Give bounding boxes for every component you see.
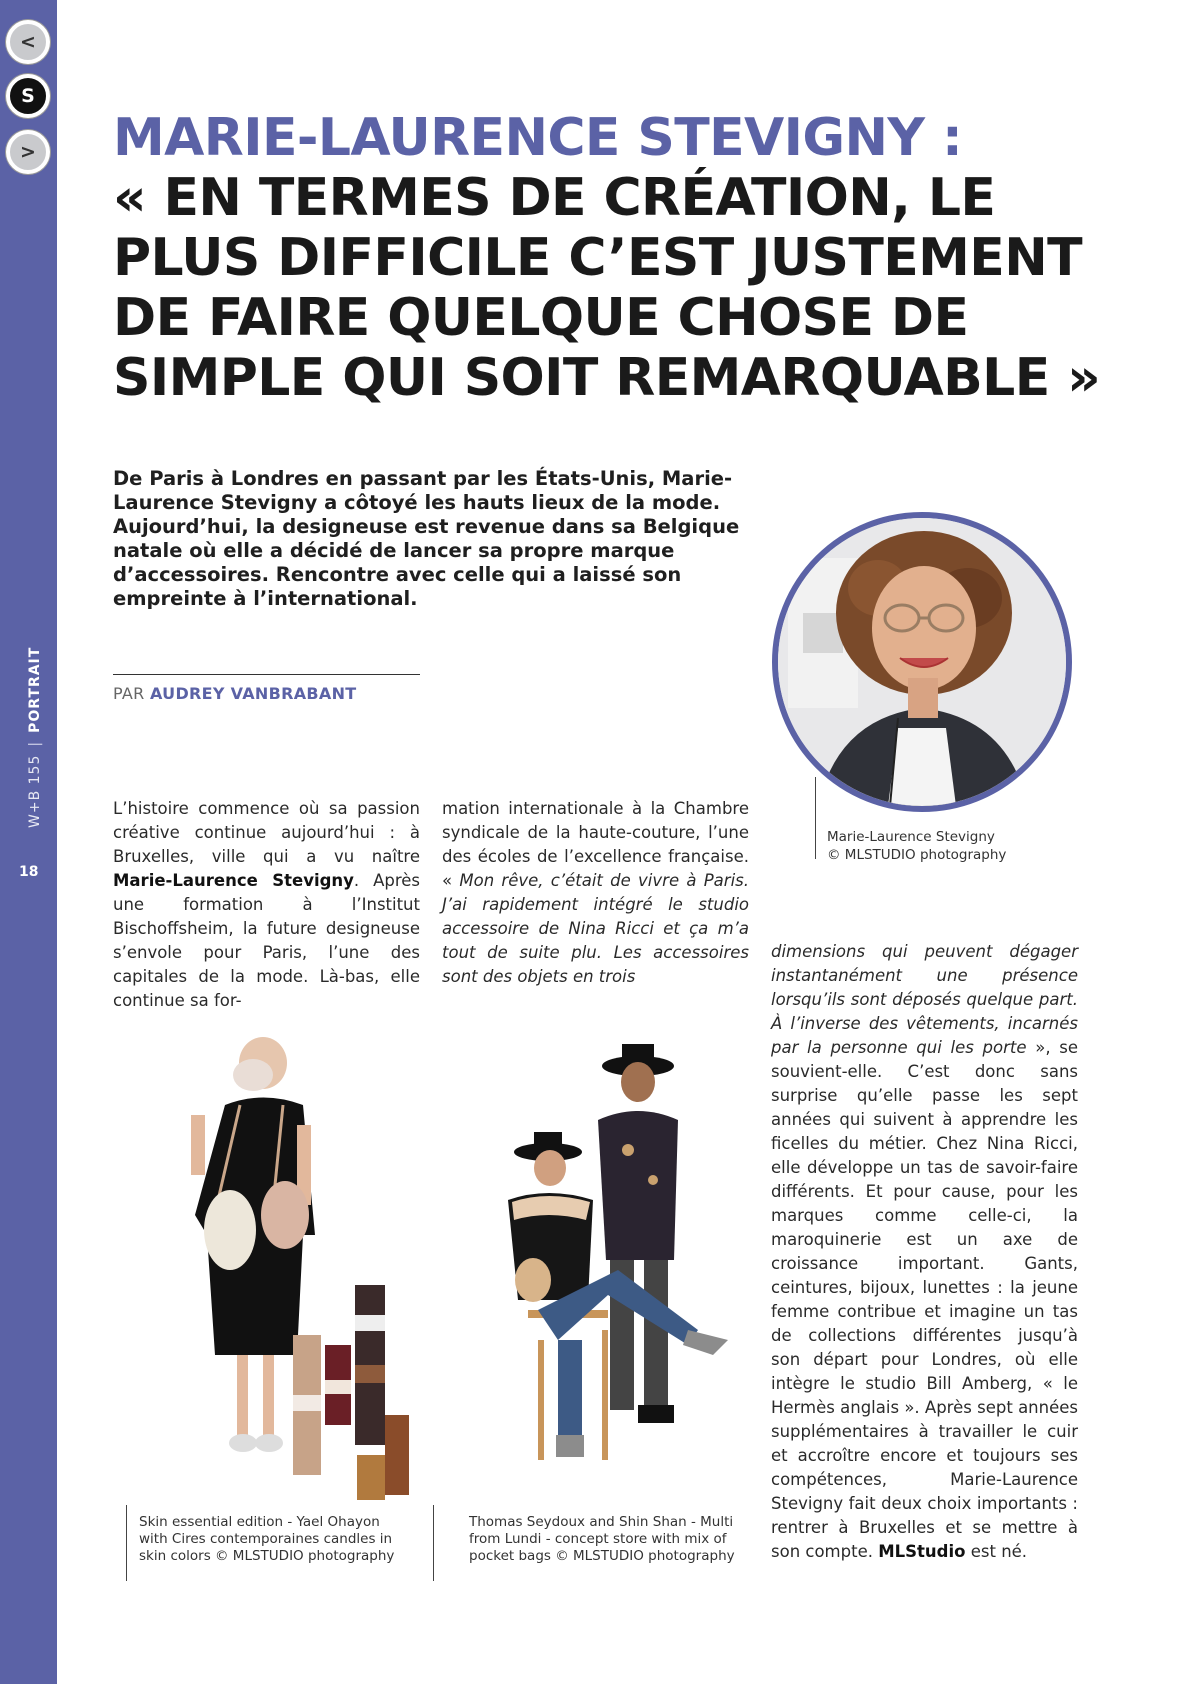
sidebar-label: W+B 155|PORTRAIT — [27, 646, 43, 828]
caption-rule — [433, 1505, 434, 1581]
brand-name: MLStudio — [878, 1542, 966, 1561]
byline-prefix: PAR — [113, 684, 145, 703]
body-text: est né. — [965, 1542, 1028, 1561]
section-label: PORTRAIT — [27, 646, 43, 733]
author-name: AUDREY VANBRABANT — [149, 684, 357, 703]
next-page-button[interactable] — [6, 130, 50, 174]
byline — [113, 684, 357, 703]
summary-button[interactable] — [6, 74, 50, 118]
body-text: L’histoire commence où sa passion créative continue aujourd’hui : à Bruxelles, ville qui a vu naître — [113, 799, 420, 866]
sidebar — [0, 0, 57, 1684]
caption-rule — [815, 777, 816, 859]
magazine-issue: W+B 155 — [27, 754, 43, 828]
photo-woman-with-candles — [185, 1035, 415, 1500]
portrait-caption-name: Marie-Laurence Stevigny — [827, 829, 995, 845]
headline-name: MARIE-LAURENCE STEVIGNY : — [113, 108, 963, 168]
body-quote: Mon rêve, c’était de vivre à Paris. J’ai rapidement intégré le studio accessoire de Nina Ricci et ça m’a tout de suite plu. Les accessoires sont des objets en trois — [442, 871, 750, 986]
body-text: . Après une formation à l’Institut Bischoffsheim, la future designeuse s’envole pour Paris, l’une des capitales de la mode. Là-bas, elle continue sa for- — [113, 871, 420, 1010]
portrait-illustration — [778, 518, 1066, 806]
headline-quote: « EN TERMES DE CRÉATION, LE PLUS DIFFICILE C’EST JUSTEMENT DE FAIRE QUELQUE CHOSE DE SIMPLE QUI SOIT REMARQUABLE » — [113, 168, 1101, 408]
body-name: Marie-Laurence Stevigny — [113, 871, 354, 890]
photo-caption-1: Skin essential edition - Yael Ohayon with Cires contemporaines candles in skin colors © MLSTUDIO photography — [139, 1514, 395, 1564]
summary-icon: S — [21, 85, 35, 107]
previous-page-button[interactable] — [6, 20, 50, 64]
portrait-photo — [772, 512, 1072, 812]
chevron-left-icon: < — [20, 31, 36, 53]
page-title — [113, 108, 1113, 408]
portrait-caption-credit: © MLSTUDIO photography — [827, 847, 1007, 863]
body-column-1 — [113, 797, 420, 1013]
page-number: 18 — [19, 864, 39, 880]
portrait-caption — [827, 828, 1006, 864]
body-text: », se souvient-elle. C’est donc sans surprise qu’elle passe les sept années qui suivent à apprendre les ficelles du métier. Chez Nina Ricci, elle développe un tas de savoir-faire différents. Et pour cause, pour les marques comme celle-ci, la maroquinerie est un axe de croissance important. Gants, ceintures, bijoux, lunettes : la jeune femme contribue et imagine un tas de collections différentes jusqu’à son départ pour Londres, où elle intègre le studio Bill Amberg, « le Hermès anglais ». Après sept années supplémentaires à travailler le cuir et accroître encore et toujours ses compétences, Marie-Laurence Stevigny fait deux choix importants : rentrer à Bruxelles et se mettre à son compte. — [771, 1038, 1079, 1561]
body-quote: dimensions qui peuvent dégager instantanément une présence lorsqu’ils sont déposés quelque part. À l’inverse des vêtements, incarnés par la personne qui les porte — [771, 942, 1078, 1057]
chevron-right-icon: > — [20, 141, 36, 163]
caption-rule — [126, 1505, 127, 1581]
body-column-2 — [442, 797, 749, 989]
byline-divider — [113, 674, 420, 675]
intro-paragraph: De Paris à Londres en passant par les États-Unis, Marie-Laurence Stevigny a côtoyé les hauts lieux de la mode. Aujourd’hui, la designeuse est revenue dans sa Belgique natale où elle a décidé de lancer sa propre marque d’accessoires. Rencontre avec celle qui a laissé son empreinte à l’international. — [113, 467, 740, 610]
body-text: mation internationale à la Chambre syndicale de la haute-couture, l’une des écoles de l’excellence française. « — [442, 799, 749, 890]
photo-two-men — [498, 1040, 743, 1500]
photo-caption-2: Thomas Seydoux and Shin Shan - Multi from Lundi - concept store with mix of pocket bags © MLSTUDIO photography — [469, 1514, 735, 1564]
body-column-3 — [771, 940, 1078, 1564]
